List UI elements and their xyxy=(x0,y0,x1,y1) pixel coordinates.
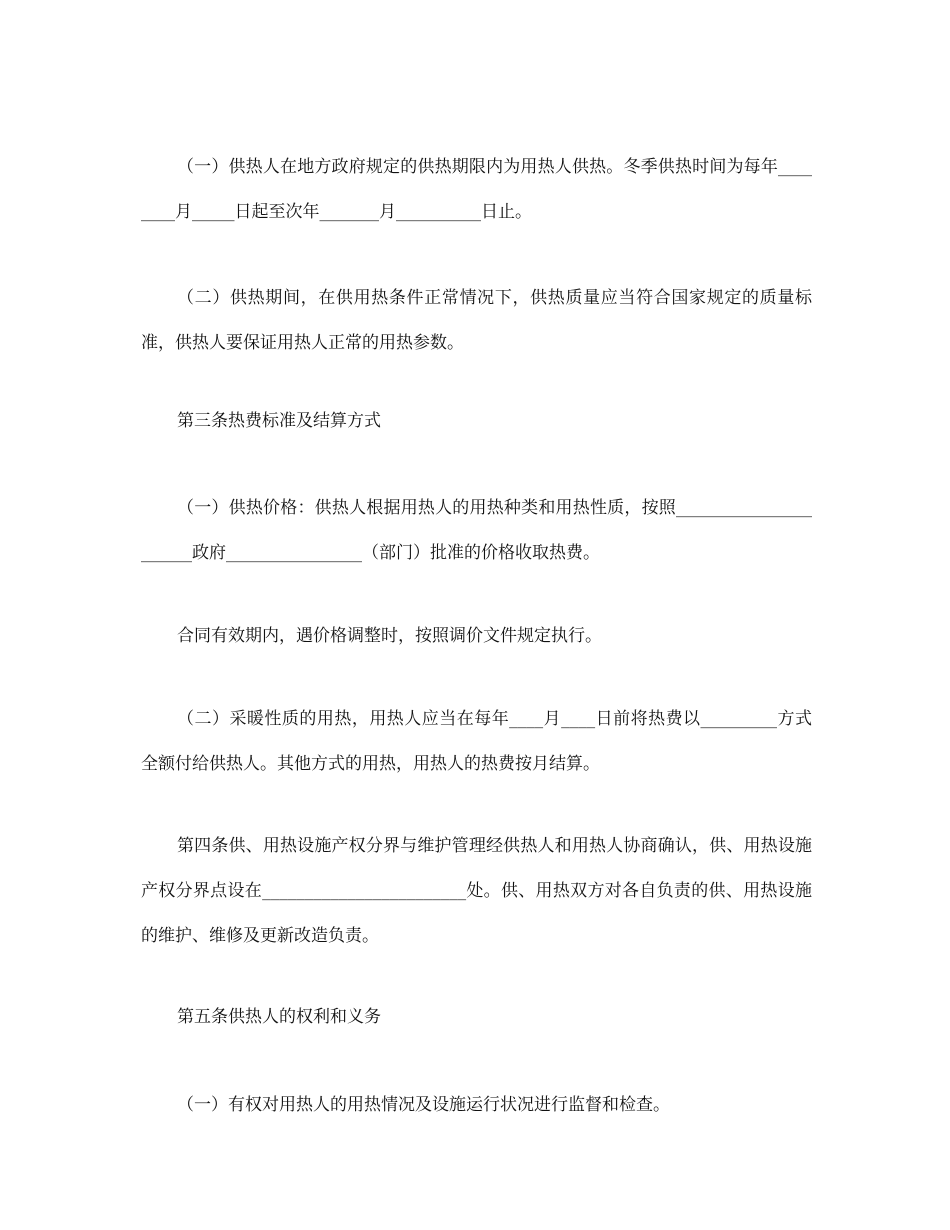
supervision-right-clause: （一）有权对用热人的用热情况及设施运行状况进行监督和检查。 xyxy=(177,1095,670,1115)
article-three-heading: 第三条热费标准及结算方式 xyxy=(177,411,381,431)
payment-clause: （二）采暖性质的用热，用热人应当在每年____月____日前将热费以_________方式全额付给供热人。其他方式的用热，用热人的热费按月结算。 xyxy=(141,709,812,774)
article-five-heading: 第五条供热人的权利和义务 xyxy=(177,1007,381,1027)
heating-quality-clause: （二）供热期间，在供用热条件正常情况下，供热质量应当符合国家规定的质量标准，供热人要保证用热人正常的用热参数。 xyxy=(141,288,812,353)
article-four-clause: 第四条供、用热设施产权分界与维护管理经供热人和用热人协商确认，供、用热设施产权分界点设在________________________处。供、用热双方对各自负责的供、用热设施的维护、维修及更新改造负责。 xyxy=(141,836,812,946)
heating-price-clause: （一）供热价格：供热人根据用热人的用热种类和用热性质，按照______________________政府________________（部门）批准的价格收取热费。 xyxy=(141,498,812,563)
price-adjustment-clause: 合同有效期内，遇价格调整时，按照调价文件规定执行。 xyxy=(177,626,602,646)
heating-period-clause: （一）供热人在地方政府规定的供热期限内为用热人供热。冬季供热时间为每年________月_____日起至次年_______月__________日止。 xyxy=(141,157,812,222)
